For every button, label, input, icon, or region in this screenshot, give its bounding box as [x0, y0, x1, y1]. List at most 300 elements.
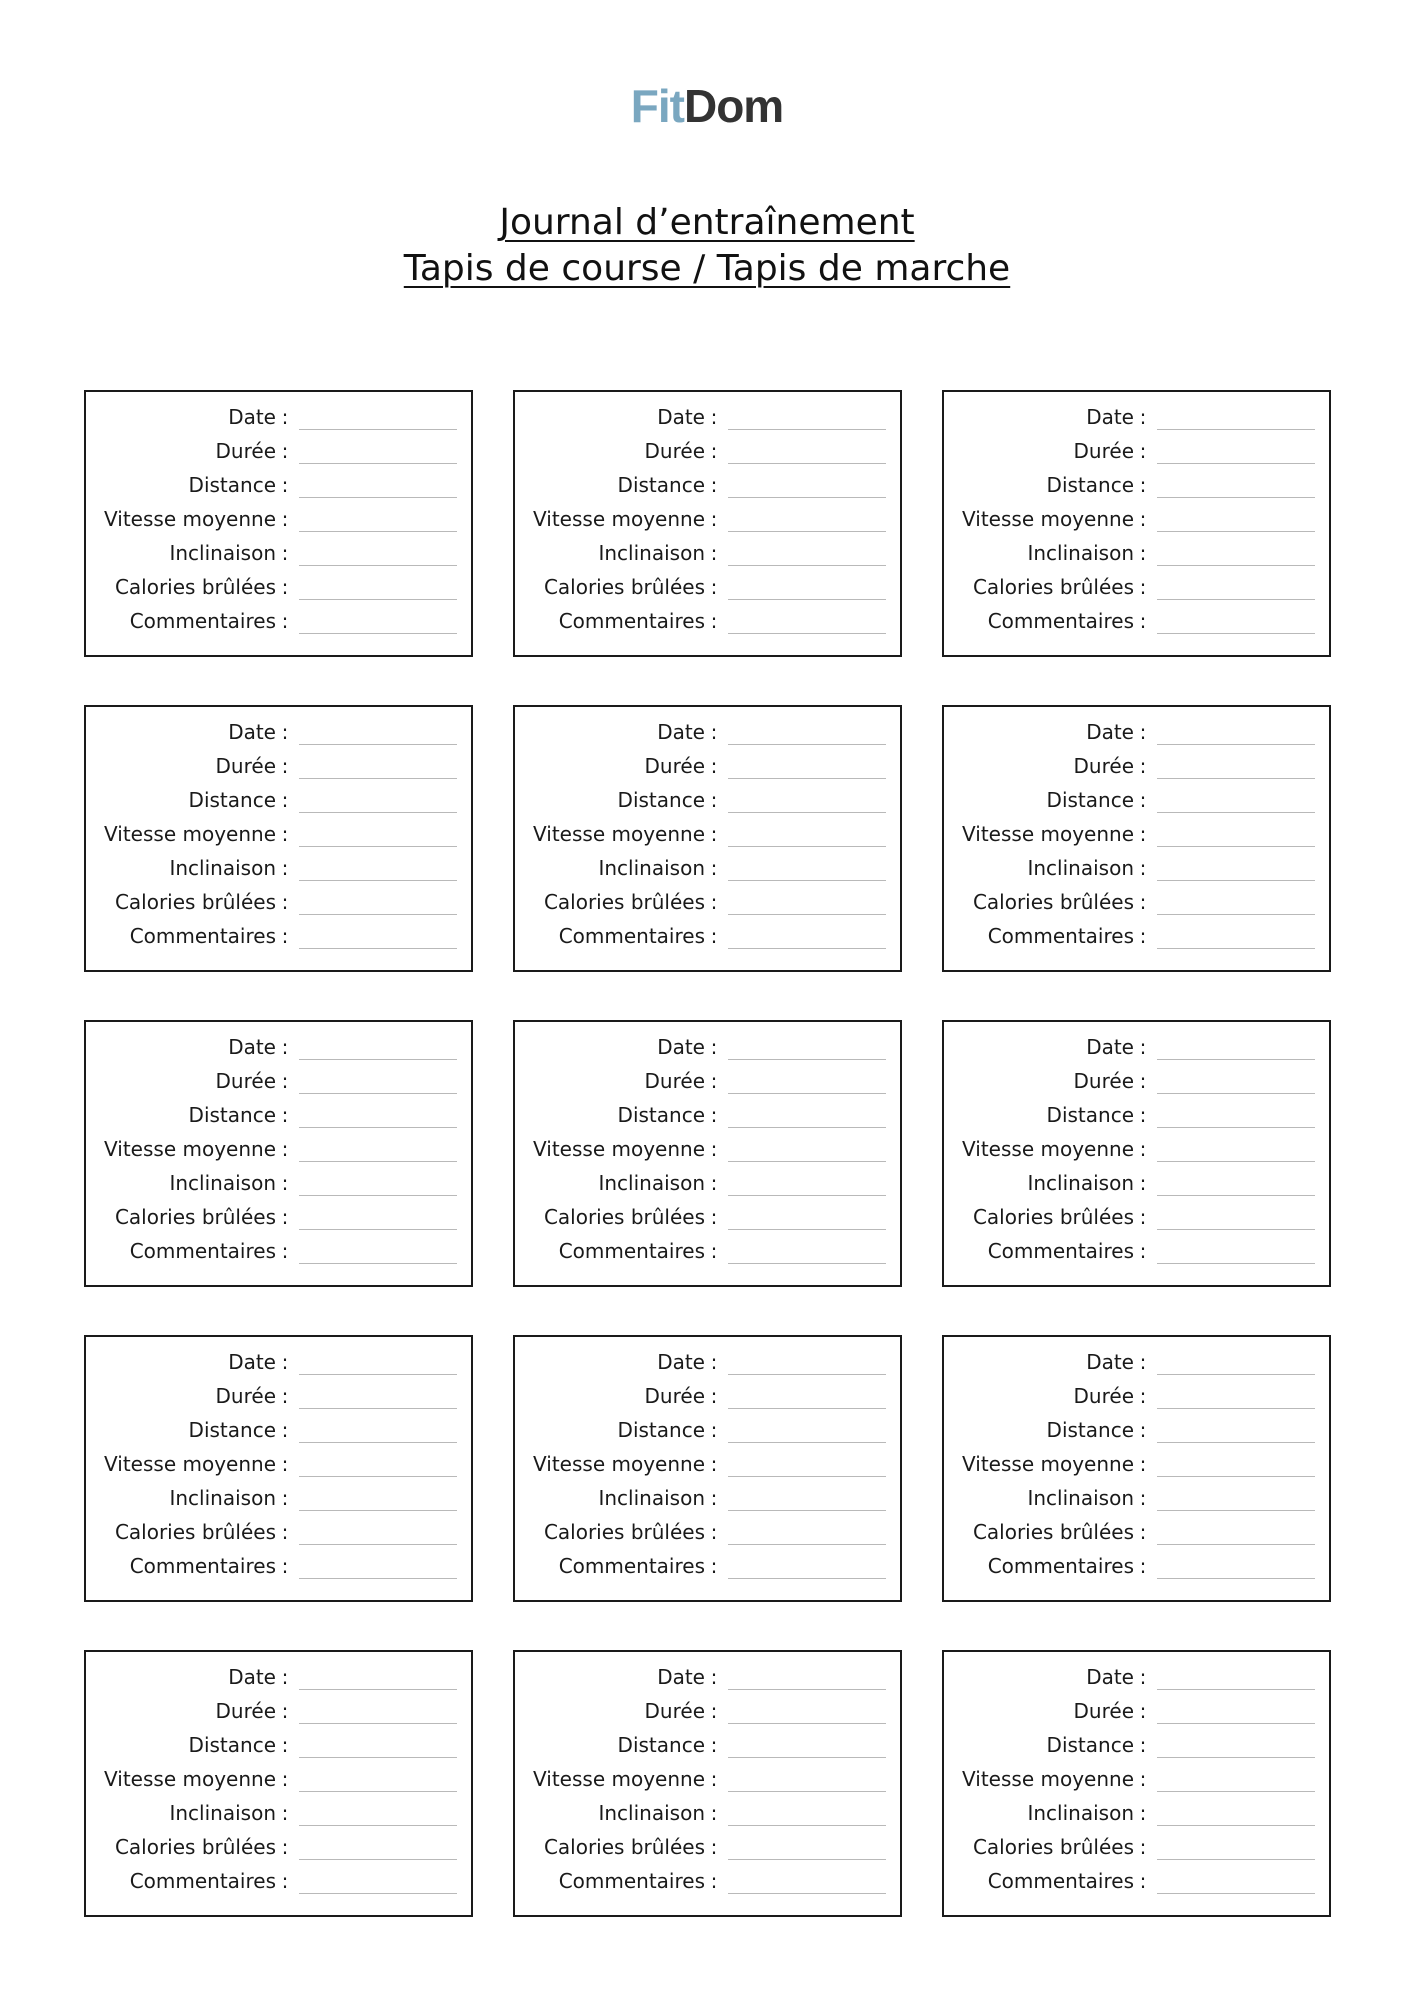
- field-row: [86, 1796, 471, 1830]
- fill-in-line[interactable]: [299, 565, 457, 566]
- log-card: [513, 705, 902, 972]
- field-colon: :: [710, 609, 718, 633]
- field-label: Durée: [215, 439, 276, 463]
- fill-in-line[interactable]: [299, 1825, 457, 1826]
- fill-in-line[interactable]: [299, 1510, 457, 1511]
- field-colon: :: [710, 1452, 718, 1476]
- field-row: [515, 1234, 900, 1268]
- fill-in-line[interactable]: [299, 1476, 457, 1477]
- field-label: Commentaires: [558, 609, 705, 633]
- field-colon: :: [281, 890, 289, 914]
- fill-in-line[interactable]: [728, 914, 886, 915]
- field-colon: :: [1139, 1137, 1147, 1161]
- field-colon: :: [281, 1239, 289, 1263]
- fill-in-line[interactable]: [1157, 1544, 1315, 1545]
- fill-in-line[interactable]: [299, 1893, 457, 1894]
- field-colon: :: [1139, 405, 1147, 429]
- log-card: [942, 390, 1331, 657]
- field-row: [944, 1515, 1329, 1549]
- field-label: Inclinaison: [1027, 1801, 1134, 1825]
- field-label: Commentaires: [987, 924, 1134, 948]
- field-row: [86, 1345, 471, 1379]
- field-row: [86, 434, 471, 468]
- field-label: Durée: [1073, 754, 1134, 778]
- field-colon: :: [281, 1103, 289, 1127]
- fill-in-line[interactable]: [1157, 914, 1315, 915]
- fill-in-line[interactable]: [1157, 599, 1315, 600]
- fill-in-line[interactable]: [299, 1127, 457, 1128]
- field-row: [515, 1447, 900, 1481]
- field-row: [515, 468, 900, 502]
- field-colon: :: [1139, 1767, 1147, 1791]
- field-row: [86, 604, 471, 638]
- field-colon: :: [710, 1733, 718, 1757]
- field-label: Inclinaison: [1027, 541, 1134, 565]
- field-label: Inclinaison: [169, 856, 276, 880]
- field-label: Commentaires: [987, 1554, 1134, 1578]
- fill-in-line[interactable]: [1157, 1195, 1315, 1196]
- field-row: [515, 1345, 900, 1379]
- field-colon: :: [710, 1171, 718, 1195]
- field-colon: :: [281, 1801, 289, 1825]
- field-label: Durée: [1073, 439, 1134, 463]
- field-label: Durée: [644, 754, 705, 778]
- field-label: Vitesse moyenne: [104, 1452, 276, 1476]
- field-colon: :: [1139, 720, 1147, 744]
- field-colon: :: [1139, 473, 1147, 497]
- field-label: Commentaires: [558, 1239, 705, 1263]
- fill-in-line[interactable]: [1157, 1408, 1315, 1409]
- field-row: [86, 1481, 471, 1515]
- fill-in-line[interactable]: [299, 497, 457, 498]
- field-row: [515, 1515, 900, 1549]
- field-row: [86, 400, 471, 434]
- field-row: [86, 1413, 471, 1447]
- fill-in-line[interactable]: [1157, 812, 1315, 813]
- fill-in-line[interactable]: [1157, 744, 1315, 745]
- fill-in-line[interactable]: [299, 633, 457, 634]
- field-colon: :: [1139, 1239, 1147, 1263]
- field-row: [944, 1098, 1329, 1132]
- field-colon: :: [1139, 1350, 1147, 1374]
- field-colon: :: [710, 1350, 718, 1374]
- fill-in-line[interactable]: [299, 1093, 457, 1094]
- field-colon: :: [281, 822, 289, 846]
- fill-in-line[interactable]: [1157, 1791, 1315, 1792]
- field-label: Inclinaison: [169, 1801, 276, 1825]
- field-row: [944, 1549, 1329, 1583]
- field-colon: :: [1139, 609, 1147, 633]
- fill-in-line[interactable]: [1157, 1757, 1315, 1758]
- field-label: Inclinaison: [1027, 1486, 1134, 1510]
- fill-in-line[interactable]: [1157, 1578, 1315, 1579]
- field-label: Commentaires: [987, 609, 1134, 633]
- log-card: [942, 1335, 1331, 1602]
- fill-in-line[interactable]: [728, 1093, 886, 1094]
- field-label: Vitesse moyenne: [962, 822, 1134, 846]
- log-card: [942, 1650, 1331, 1917]
- field-label: Vitesse moyenne: [533, 1137, 705, 1161]
- fill-in-line[interactable]: [1157, 429, 1315, 430]
- field-colon: :: [1139, 890, 1147, 914]
- field-label: Date: [1086, 1350, 1134, 1374]
- field-colon: :: [281, 1767, 289, 1791]
- field-row: [944, 715, 1329, 749]
- field-row: [944, 1413, 1329, 1447]
- field-label: Commentaires: [129, 1554, 276, 1578]
- field-colon: :: [710, 1069, 718, 1093]
- fill-in-line[interactable]: [1157, 778, 1315, 779]
- field-row: [86, 468, 471, 502]
- field-colon: :: [1139, 924, 1147, 948]
- field-colon: :: [710, 1767, 718, 1791]
- fill-in-line[interactable]: [728, 1893, 886, 1894]
- field-colon: :: [710, 1699, 718, 1723]
- fill-in-line[interactable]: [299, 812, 457, 813]
- fill-in-line[interactable]: [299, 1689, 457, 1690]
- field-label: Date: [1086, 1035, 1134, 1059]
- fill-in-line[interactable]: [728, 744, 886, 745]
- log-card: [84, 1650, 473, 1917]
- field-colon: :: [1139, 1801, 1147, 1825]
- field-row: [515, 1200, 900, 1234]
- log-card: [84, 705, 473, 972]
- fill-in-line[interactable]: [1157, 531, 1315, 532]
- fill-in-line[interactable]: [299, 1578, 457, 1579]
- fill-in-line[interactable]: [299, 1859, 457, 1860]
- field-colon: :: [710, 541, 718, 565]
- fill-in-line[interactable]: [728, 1791, 886, 1792]
- field-colon: :: [281, 1350, 289, 1374]
- field-colon: :: [710, 405, 718, 429]
- fill-in-line[interactable]: [299, 744, 457, 745]
- fill-in-line[interactable]: [299, 1263, 457, 1264]
- field-label: Distance: [188, 1733, 276, 1757]
- log-card: [84, 1335, 473, 1602]
- field-row: [86, 1200, 471, 1234]
- field-colon: :: [710, 1665, 718, 1689]
- fill-in-line[interactable]: [1157, 948, 1315, 949]
- field-colon: :: [281, 1835, 289, 1859]
- field-row: [944, 1830, 1329, 1864]
- fill-in-line[interactable]: [728, 633, 886, 634]
- fill-in-line[interactable]: [1157, 1510, 1315, 1511]
- log-card: [84, 390, 473, 657]
- field-colon: :: [281, 754, 289, 778]
- field-label: Calories brûlées: [114, 575, 276, 599]
- fill-in-line[interactable]: [728, 497, 886, 498]
- field-colon: :: [281, 473, 289, 497]
- field-colon: :: [281, 575, 289, 599]
- field-colon: :: [281, 439, 289, 463]
- field-colon: :: [1139, 1869, 1147, 1893]
- fill-in-line[interactable]: [728, 429, 886, 430]
- fill-in-line[interactable]: [728, 1229, 886, 1230]
- fill-in-line[interactable]: [1157, 1127, 1315, 1128]
- field-label: Commentaires: [987, 1869, 1134, 1893]
- field-row: [86, 817, 471, 851]
- field-label: Date: [1086, 720, 1134, 744]
- field-label: Date: [228, 1665, 276, 1689]
- fill-in-line[interactable]: [728, 1161, 886, 1162]
- fill-in-line[interactable]: [728, 1757, 886, 1758]
- fill-in-line[interactable]: [728, 1578, 886, 1579]
- field-label: Calories brûlées: [972, 575, 1134, 599]
- field-label: Distance: [1046, 1103, 1134, 1127]
- fill-in-line[interactable]: [1157, 1893, 1315, 1894]
- field-colon: :: [281, 1418, 289, 1442]
- field-row: [944, 1064, 1329, 1098]
- field-row: [515, 434, 900, 468]
- field-label: Vitesse moyenne: [962, 1452, 1134, 1476]
- field-colon: :: [710, 575, 718, 599]
- field-row: [86, 1132, 471, 1166]
- field-label: Inclinaison: [169, 1171, 276, 1195]
- field-colon: :: [1139, 1554, 1147, 1578]
- fill-in-line[interactable]: [1157, 846, 1315, 847]
- field-row: [944, 783, 1329, 817]
- fill-in-line[interactable]: [299, 1544, 457, 1545]
- fill-in-line[interactable]: [1157, 1059, 1315, 1060]
- field-label: Vitesse moyenne: [533, 822, 705, 846]
- fill-in-line[interactable]: [728, 1510, 886, 1511]
- field-colon: :: [281, 405, 289, 429]
- field-label: Inclinaison: [598, 1171, 705, 1195]
- field-label: Distance: [1046, 473, 1134, 497]
- fill-in-line[interactable]: [728, 1825, 886, 1826]
- field-label: Date: [1086, 405, 1134, 429]
- fill-in-line[interactable]: [299, 948, 457, 949]
- field-row: [515, 783, 900, 817]
- field-row: [515, 817, 900, 851]
- fill-in-line[interactable]: [1157, 1093, 1315, 1094]
- fill-in-line[interactable]: [728, 880, 886, 881]
- fill-in-line[interactable]: [1157, 463, 1315, 464]
- field-label: Date: [657, 1665, 705, 1689]
- fill-in-line[interactable]: [728, 1476, 886, 1477]
- fill-in-line[interactable]: [728, 846, 886, 847]
- fill-in-line[interactable]: [1157, 1476, 1315, 1477]
- field-label: Durée: [1073, 1699, 1134, 1723]
- fill-in-line[interactable]: [728, 565, 886, 566]
- title-line-2: Tapis de course / Tapis de marche: [403, 248, 1011, 289]
- fill-in-line[interactable]: [728, 1859, 886, 1860]
- fill-in-line[interactable]: [728, 948, 886, 949]
- field-label: Inclinaison: [598, 856, 705, 880]
- field-colon: :: [281, 1205, 289, 1229]
- field-label: Commentaires: [129, 1239, 276, 1263]
- logo-fit: Fit: [630, 80, 684, 132]
- fill-in-line[interactable]: [728, 599, 886, 600]
- field-colon: :: [281, 1486, 289, 1510]
- fill-in-line[interactable]: [299, 778, 457, 779]
- field-label: Vitesse moyenne: [962, 1137, 1134, 1161]
- field-row: [86, 1234, 471, 1268]
- field-row: [515, 1098, 900, 1132]
- fill-in-line[interactable]: [1157, 1442, 1315, 1443]
- field-row: [515, 1830, 900, 1864]
- field-colon: :: [1139, 1520, 1147, 1544]
- field-colon: :: [710, 1137, 718, 1161]
- field-label: Inclinaison: [598, 541, 705, 565]
- field-label: Calories brûlées: [114, 1835, 276, 1859]
- fill-in-line[interactable]: [299, 1723, 457, 1724]
- fill-in-line[interactable]: [728, 1127, 886, 1128]
- field-colon: :: [710, 754, 718, 778]
- field-label: Calories brûlées: [114, 1520, 276, 1544]
- field-label: Distance: [617, 1733, 705, 1757]
- field-colon: :: [710, 924, 718, 948]
- field-colon: :: [710, 1835, 718, 1859]
- field-row: [515, 400, 900, 434]
- log-card: [513, 1020, 902, 1287]
- field-row: [515, 1379, 900, 1413]
- fill-in-line[interactable]: [728, 1263, 886, 1264]
- fill-in-line[interactable]: [299, 846, 457, 847]
- fill-in-line[interactable]: [299, 599, 457, 600]
- field-colon: :: [1139, 507, 1147, 531]
- field-row: [944, 749, 1329, 783]
- fill-in-line[interactable]: [299, 1408, 457, 1409]
- fill-in-line[interactable]: [299, 1374, 457, 1375]
- field-label: Calories brûlées: [114, 890, 276, 914]
- fill-in-line[interactable]: [728, 1723, 886, 1724]
- fill-in-line[interactable]: [1157, 1689, 1315, 1690]
- field-colon: :: [1139, 1205, 1147, 1229]
- field-label: Durée: [1073, 1384, 1134, 1408]
- fill-in-line[interactable]: [1157, 1161, 1315, 1162]
- fill-in-line[interactable]: [728, 463, 886, 464]
- field-colon: :: [710, 856, 718, 880]
- field-label: Calories brûlées: [972, 1835, 1134, 1859]
- field-row: [86, 749, 471, 783]
- fill-in-line[interactable]: [1157, 1825, 1315, 1826]
- fill-in-line[interactable]: [1157, 565, 1315, 566]
- field-colon: :: [281, 1035, 289, 1059]
- fill-in-line[interactable]: [299, 914, 457, 915]
- fill-in-line[interactable]: [1157, 497, 1315, 498]
- fill-in-line[interactable]: [299, 463, 457, 464]
- log-card: [942, 705, 1331, 972]
- fill-in-line[interactable]: [1157, 880, 1315, 881]
- fill-in-line[interactable]: [728, 778, 886, 779]
- field-row: [86, 1830, 471, 1864]
- field-label: Vitesse moyenne: [533, 507, 705, 531]
- field-label: Vitesse moyenne: [533, 1452, 705, 1476]
- fill-in-line[interactable]: [299, 1059, 457, 1060]
- field-row: [86, 1864, 471, 1898]
- field-row: [944, 919, 1329, 953]
- field-row: [944, 1030, 1329, 1064]
- field-label: Vitesse moyenne: [104, 1767, 276, 1791]
- fill-in-line[interactable]: [1157, 1723, 1315, 1724]
- field-label: Calories brûlées: [543, 1205, 705, 1229]
- field-label: Distance: [617, 788, 705, 812]
- fill-in-line[interactable]: [1157, 633, 1315, 634]
- field-label: Calories brûlées: [972, 890, 1134, 914]
- field-label: Durée: [644, 1384, 705, 1408]
- field-colon: :: [710, 1486, 718, 1510]
- field-colon: :: [710, 1520, 718, 1544]
- fill-in-line[interactable]: [299, 1195, 457, 1196]
- log-card: [84, 1020, 473, 1287]
- field-label: Commentaires: [558, 1554, 705, 1578]
- field-colon: :: [1139, 1486, 1147, 1510]
- fill-in-line[interactable]: [299, 1757, 457, 1758]
- field-colon: :: [1139, 1733, 1147, 1757]
- field-row: [86, 1549, 471, 1583]
- fill-in-line[interactable]: [728, 1059, 886, 1060]
- fill-in-line[interactable]: [1157, 1859, 1315, 1860]
- field-label: Durée: [215, 1069, 276, 1093]
- fill-in-line[interactable]: [299, 880, 457, 881]
- fill-in-line[interactable]: [728, 1374, 886, 1375]
- field-row: [944, 1481, 1329, 1515]
- field-row: [944, 536, 1329, 570]
- field-row: [944, 1762, 1329, 1796]
- field-colon: :: [281, 507, 289, 531]
- fill-in-line[interactable]: [1157, 1374, 1315, 1375]
- field-row: [944, 434, 1329, 468]
- field-row: [944, 851, 1329, 885]
- fill-in-line[interactable]: [728, 1442, 886, 1443]
- field-label: Calories brûlées: [972, 1205, 1134, 1229]
- field-row: [515, 1694, 900, 1728]
- fill-in-line[interactable]: [1157, 1263, 1315, 1264]
- field-label: Date: [1086, 1665, 1134, 1689]
- field-row: [86, 1660, 471, 1694]
- fill-in-line[interactable]: [728, 1544, 886, 1545]
- field-label: Distance: [1046, 788, 1134, 812]
- field-row: [86, 536, 471, 570]
- fill-in-line[interactable]: [299, 1229, 457, 1230]
- fill-in-line[interactable]: [728, 1195, 886, 1196]
- field-label: Calories brûlées: [543, 1520, 705, 1544]
- fill-in-line[interactable]: [299, 1442, 457, 1443]
- fill-in-line[interactable]: [728, 812, 886, 813]
- fill-in-line[interactable]: [299, 531, 457, 532]
- field-label: Date: [657, 1035, 705, 1059]
- field-row: [944, 885, 1329, 919]
- field-label: Commentaires: [129, 1869, 276, 1893]
- field-row: [86, 715, 471, 749]
- field-label: Distance: [188, 473, 276, 497]
- field-label: Inclinaison: [1027, 1171, 1134, 1195]
- field-colon: :: [1139, 575, 1147, 599]
- fill-in-line[interactable]: [728, 1689, 886, 1690]
- field-colon: :: [1139, 1835, 1147, 1859]
- field-colon: :: [710, 507, 718, 531]
- fill-in-line[interactable]: [299, 429, 457, 430]
- fill-in-line[interactable]: [1157, 1229, 1315, 1230]
- field-label: Inclinaison: [598, 1486, 705, 1510]
- field-label: Durée: [644, 439, 705, 463]
- field-colon: :: [1139, 1665, 1147, 1689]
- field-row: [515, 1413, 900, 1447]
- field-colon: :: [281, 1699, 289, 1723]
- fill-in-line[interactable]: [728, 1408, 886, 1409]
- field-label: Date: [657, 405, 705, 429]
- field-colon: :: [281, 541, 289, 565]
- fill-in-line[interactable]: [299, 1161, 457, 1162]
- field-label: Vitesse moyenne: [104, 507, 276, 531]
- field-colon: :: [281, 1171, 289, 1195]
- field-colon: :: [281, 788, 289, 812]
- field-colon: :: [1139, 1103, 1147, 1127]
- fill-in-line[interactable]: [299, 1791, 457, 1792]
- field-colon: :: [281, 1733, 289, 1757]
- fill-in-line[interactable]: [728, 531, 886, 532]
